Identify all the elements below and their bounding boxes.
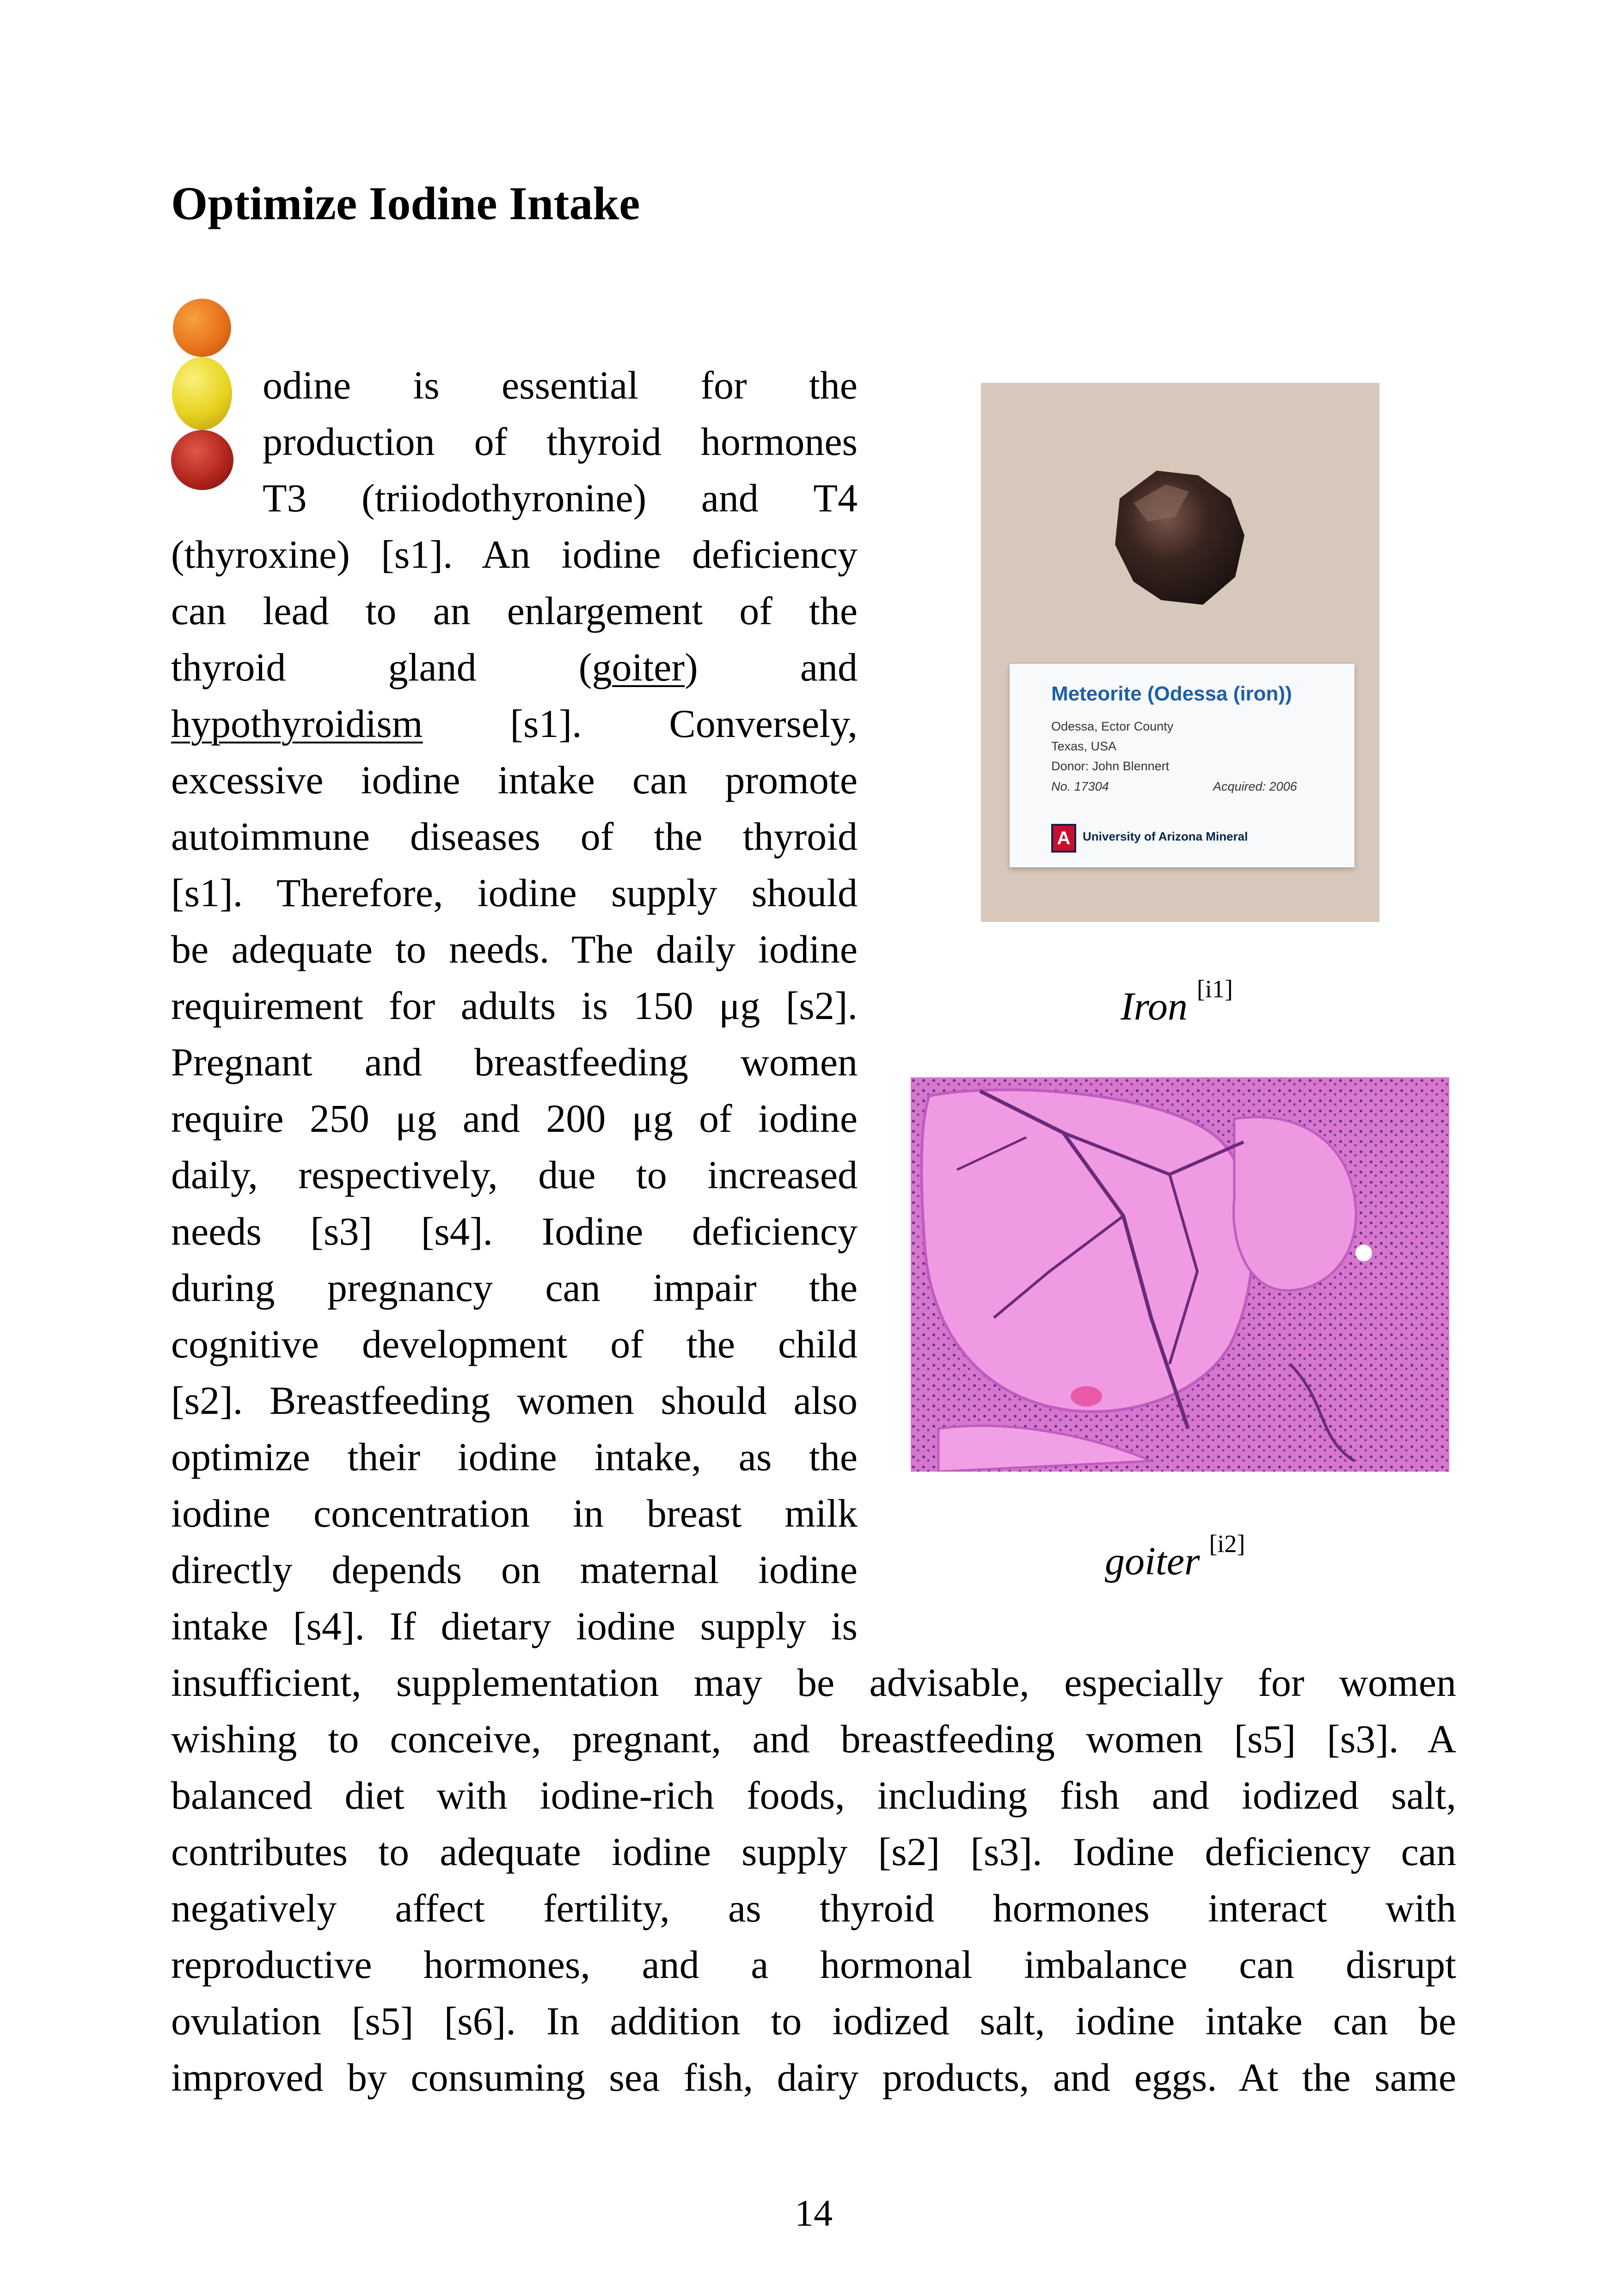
goiter-histology-photo	[911, 1077, 1449, 1472]
card-title: Meteorite (Odessa (iron))	[1051, 682, 1292, 705]
text-line: can lead to an enlargement of the	[171, 589, 858, 633]
text-line: excessive iodine intake can promote	[171, 758, 858, 802]
text-line: production of thyroid hormones	[263, 419, 858, 464]
caption-ref: [i1]	[1196, 975, 1233, 1003]
text-line: intake [s4]. If dietary iodine supply is	[171, 1604, 858, 1648]
text-line: ovulation [s5] [s6]. In addition to iodized salt, iodine intake can be	[171, 1999, 1456, 2043]
text-line: optimize their iodine intake, as the	[171, 1435, 858, 1479]
figure-caption	[1105, 1531, 1245, 1581]
text-line: Pregnant and breastfeeding women	[171, 1040, 858, 1084]
text-line: insufficient, supplementation may be advisable, especially for women	[171, 1660, 1456, 1705]
card-line: Odessa, Ector County	[1051, 719, 1174, 733]
text-line: wishing to conceive, pregnant, and breastfeeding women [s5] [s3]. A	[171, 1717, 1456, 1761]
card-line: Texas, USA	[1051, 739, 1117, 753]
text-line: thyroid gland (goiter) and	[171, 645, 858, 689]
text-line: T3 (triiodothyronine) and T4	[263, 476, 858, 520]
goiter-link[interactable]: goiter	[592, 645, 685, 689]
text-line: odine is essential for the	[263, 363, 858, 407]
caption-text: Iron	[1121, 984, 1188, 1028]
text-line: requirement for adults is 150 μg [s2].	[171, 983, 858, 1028]
page-number: 14	[795, 2192, 833, 2234]
card-acquired: Acquired: 2006	[1213, 780, 1297, 793]
text-line: be adequate to needs. The daily iodine	[171, 927, 858, 971]
text-line: improved by consuming sea fish, dairy products, and eggs. At the same	[171, 2055, 1456, 2100]
text-line: contributes to adequate iodine supply [s2] [s3]. Iodine deficiency can	[171, 1829, 1456, 1874]
histology-image-icon	[911, 1077, 1449, 1472]
text-line: negatively affect fertility, as thyroid hormones interact with	[171, 1886, 1456, 1930]
text-line: (thyroxine) [s1]. An iodine deficiency	[171, 532, 858, 577]
text-line: [s1]. Therefore, iodine supply should	[171, 871, 858, 915]
text-line: directly depends on maternal iodine	[171, 1547, 858, 1592]
text-line: iodine concentration in breast milk	[171, 1491, 858, 1535]
page-title: Optimize Iodine Intake	[171, 178, 640, 230]
text-line: hypothyroidism [s1]. Conversely,	[171, 695, 858, 752]
university-logo-icon: A	[1051, 824, 1076, 853]
caption-text: goiter	[1105, 1539, 1200, 1583]
text-line: autoimmune diseases of the thyroid	[171, 814, 858, 859]
card-line: Donor: John Blennert	[1051, 759, 1170, 773]
text-line: [s2]. Breastfeeding women should also	[171, 1378, 858, 1423]
figure-caption	[1121, 976, 1233, 1026]
text-line: needs [s3] [s4]. Iodine deficiency	[171, 1209, 858, 1253]
orange-icon	[173, 299, 231, 357]
lemon-icon	[172, 357, 232, 430]
card-institution: University of Arizona Mineral	[1083, 829, 1248, 843]
text-line: require 250 μg and 200 μg of iodine	[171, 1096, 858, 1141]
apple-icon	[171, 430, 233, 490]
text-line: balanced diet with iodine-rich foods, including fish and iodized salt,	[171, 1773, 1456, 1817]
caption-ref: [i2]	[1209, 1530, 1245, 1558]
dropcap-fruit-icon	[171, 296, 233, 509]
card-line: No. 17304	[1051, 780, 1109, 793]
text-line: reproductive hormones, and a hormonal imbalance can disrupt	[171, 1942, 1456, 1987]
text-line: cognitive development of the child	[171, 1322, 858, 1366]
meteorite-photo	[981, 383, 1379, 922]
text-line: during pregnancy can impair the	[171, 1265, 858, 1310]
hypothyroidism-link[interactable]: hypothyroidism	[171, 701, 423, 746]
text-line: daily, respectively, due to increased	[171, 1153, 858, 1197]
specimen-card	[1010, 664, 1354, 867]
